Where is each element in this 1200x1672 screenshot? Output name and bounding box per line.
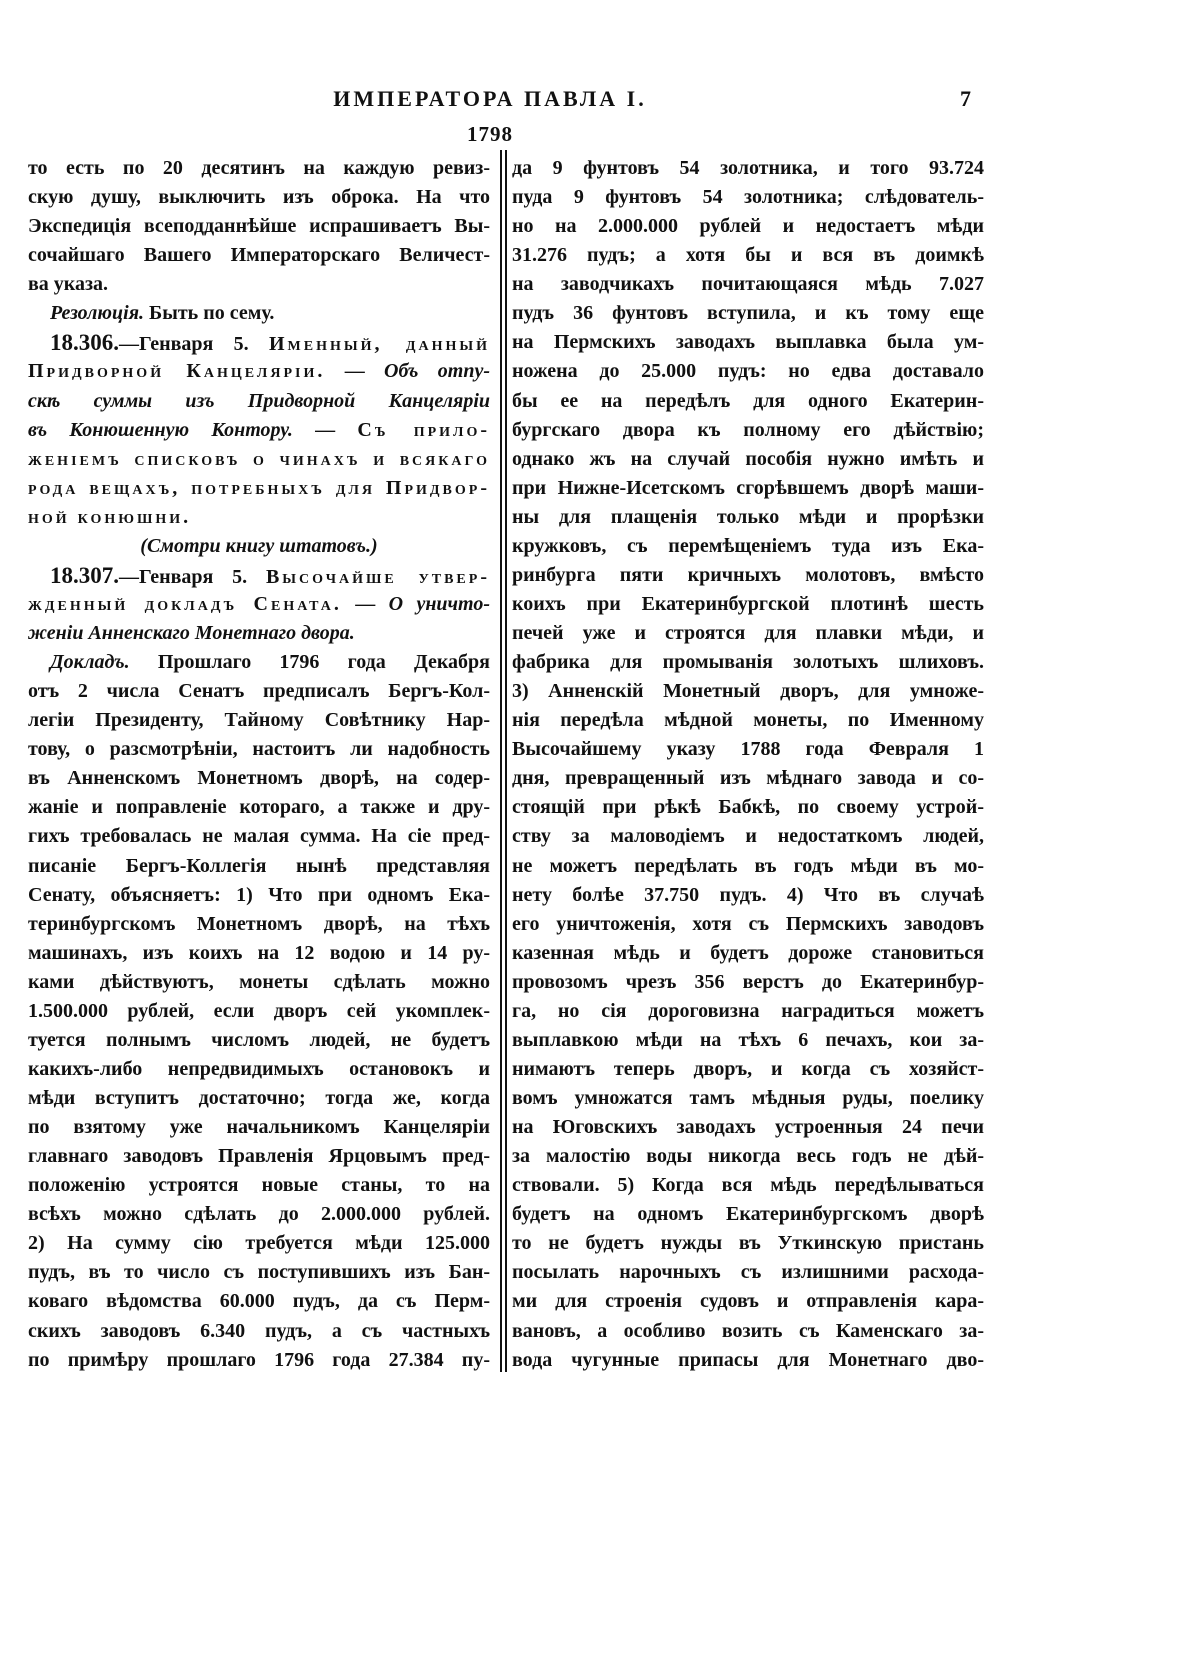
text-segment: будетъ на одномъ Екатеринбургскомъ дворѣ <box>512 1203 984 1226</box>
text-segment: по взятому уже начальникомъ Канцеляріи <box>28 1116 490 1139</box>
text-line <box>512 735 984 764</box>
text-segment: фабрика для промыванія золотыхъ шлиховъ. <box>512 651 984 674</box>
text-segment: ми для строенія судовъ и отправленія кара- <box>512 1290 984 1313</box>
text-segment: пудъ, въ то число съ поступившихъ изъ Бан- <box>28 1261 490 1284</box>
text-segment: его уничтоженія, хотя съ Пермскихъ заводовъ <box>512 912 984 935</box>
text-line <box>28 1258 490 1287</box>
text-line <box>512 1055 984 1084</box>
text-segment: 18.307. <box>50 562 119 588</box>
text-line <box>512 1317 984 1346</box>
text-line <box>512 183 984 212</box>
text-segment: стоящій при рѣкѣ Бабкѣ, по своему устрой- <box>512 796 984 819</box>
text-line <box>28 706 490 735</box>
text-line <box>512 1287 984 1316</box>
text-segment: жаніе и поправленіе котораго, а также и дру- <box>28 796 490 819</box>
text-line <box>512 1229 984 1258</box>
text-line <box>28 387 490 416</box>
text-line <box>512 677 984 706</box>
text-segment: ствовали. 5) Когда вся мѣдь передѣлываться <box>512 1174 984 1197</box>
text-line <box>28 1171 490 1200</box>
text-segment: за малостію воды никогда весь годъ не дѣй- <box>512 1145 984 1168</box>
text-line <box>28 532 490 561</box>
text-line <box>512 881 984 910</box>
text-line <box>28 503 490 532</box>
text-segment: да 9 фунтовъ 54 золотника, и того 93.724 <box>512 157 984 179</box>
text-line <box>28 881 490 910</box>
text-line <box>512 764 984 793</box>
text-segment: га, но сія дороговизна наградиться можетъ <box>512 999 984 1022</box>
text-segment: нія передѣла мѣдной монеты, по Именному <box>512 709 984 732</box>
text-segment: — <box>325 360 384 383</box>
text-segment: при Нижне-Исетскомъ сгорѣвшемъ дворѣ маши- <box>512 476 984 499</box>
text-segment: въ Анненскомъ Монетномъ дворѣ, на содер- <box>28 767 490 790</box>
text-line <box>512 619 984 648</box>
text-segment: въ Конюшенную Контору. <box>28 418 293 441</box>
text-segment: главнаго заводовъ Правленія Ярцовымъ пред- <box>28 1145 490 1168</box>
text-segment: вода чугунные припасы для Монетнаго дво- <box>512 1348 984 1371</box>
text-segment: тову, о разсмотрѣніи, настоитъ ли надобность <box>28 738 490 761</box>
text-segment: Именный, данный <box>268 333 490 356</box>
text-segment: — <box>341 592 389 615</box>
text-segment: Экспедиція всеподданнѣйше испрашиваетъ Вы- <box>28 215 490 238</box>
text-segment: Съ прило- <box>357 418 491 441</box>
text-line <box>512 532 984 561</box>
text-segment: ринбурга пяти кричныхъ молотовъ, вмѣсто <box>512 563 984 586</box>
text-segment: —Генваря 5. <box>119 333 269 356</box>
text-line <box>28 735 490 764</box>
text-line <box>512 270 984 299</box>
text-line <box>512 387 984 416</box>
text-segment: коваго вѣдомства 60.000 пудъ, да съ Перм- <box>28 1290 490 1313</box>
text-line <box>512 1142 984 1171</box>
text-line <box>28 968 490 997</box>
text-line <box>28 1287 490 1316</box>
text-line <box>28 590 490 619</box>
text-segment: легіи Президенту, Тайному Совѣтнику Нар- <box>28 709 490 732</box>
text-line <box>28 852 490 881</box>
text-line <box>28 212 490 241</box>
text-segment: 3) Анненскій Монетный дворъ, для умноже- <box>512 680 984 703</box>
text-line <box>512 1171 984 1200</box>
text-line <box>512 1084 984 1113</box>
text-line <box>28 299 490 328</box>
text-segment: Сенату, объясняетъ: 1) Что при одномъ Ека- <box>28 883 490 906</box>
text-line <box>512 1026 984 1055</box>
text-line <box>28 910 490 939</box>
text-line <box>28 357 490 386</box>
text-line <box>28 793 490 822</box>
right-text-column <box>512 154 984 1375</box>
text-segment: скую душу, выключить изъ оброка. На что <box>28 186 490 209</box>
text-line <box>512 939 984 968</box>
text-line <box>512 503 984 532</box>
text-segment: коихъ при Екатеринбургской плотинѣ шесть <box>512 592 984 615</box>
text-segment: (Смотри книгу штатовъ.) <box>140 534 378 557</box>
text-segment: нету болѣе 37.750 пудъ. 4) Что въ случаѣ <box>512 883 984 906</box>
text-segment: на заводчикахъ почитающаяся мѣдь 7.027 <box>512 273 984 296</box>
text-line <box>28 677 490 706</box>
text-segment: 31.276 пудъ; а хотя бы и вся въ доимкѣ <box>512 244 984 267</box>
text-line <box>28 1200 490 1229</box>
text-segment: пудъ 36 фунтовъ вступила, и къ тому еще <box>512 302 984 325</box>
text-segment: бургскаго двора къ полному его дѣйствію; <box>512 418 984 441</box>
text-line <box>512 1346 984 1375</box>
text-segment: дня, превращенный изъ мѣднаго завода и со- <box>512 767 984 790</box>
text-segment: провозомъ чрезъ 356 верстъ до Екатеринбур- <box>512 970 984 993</box>
text-line <box>512 357 984 386</box>
text-segment: пуда 9 фунтовъ 54 золотника; слѣдователь- <box>512 186 984 209</box>
text-line <box>28 648 490 677</box>
text-line <box>28 939 490 968</box>
text-segment: женіемъ списковъ о чинахъ и всякаго <box>28 447 490 470</box>
text-line <box>512 822 984 851</box>
text-segment: Придворной Канцеляріи. <box>28 360 326 383</box>
text-segment: туется полнымъ числомъ людей, не будетъ <box>28 1028 490 1051</box>
text-segment: посылать нарочныхъ съ излишними расхода- <box>512 1261 984 1284</box>
text-segment: ной конюшни. <box>28 505 192 528</box>
text-segment: О уничто- <box>388 592 491 615</box>
text-line <box>512 1200 984 1229</box>
text-line <box>28 416 490 445</box>
text-line <box>28 619 490 648</box>
page-number: 7 <box>960 86 971 111</box>
text-segment: печей уже и строятся для плавки мѣди, и <box>512 622 984 644</box>
text-segment: Объ отпу- <box>384 360 490 383</box>
text-line <box>512 299 984 328</box>
text-segment: кружковъ, съ перемѣщеніемъ туда изъ Ека- <box>512 534 984 557</box>
text-segment: выплавкою мѣди на тѣхъ 6 печахъ, кои за- <box>512 1028 984 1051</box>
text-segment: скѣ суммы изъ Придворной Канцеляріи <box>28 389 490 412</box>
text-segment: машинахъ, изъ коихъ на 12 водою и 14 ру- <box>28 941 490 964</box>
text-line <box>512 910 984 939</box>
text-segment: отъ 2 числа Сенатъ предписалъ Бергъ-Кол- <box>28 680 490 703</box>
text-line <box>512 590 984 619</box>
text-segment: —Генваря 5. <box>119 565 266 588</box>
text-line <box>512 241 984 270</box>
text-segment: ству за маловодіемъ и недостаткомъ людей, <box>512 825 984 848</box>
text-line <box>28 154 490 183</box>
text-segment: скихъ заводовъ 6.340 пудъ, а съ частныхъ <box>28 1319 490 1342</box>
text-segment: нимаютъ теперь дворъ, и когда съ хозяйст- <box>512 1057 984 1080</box>
text-segment: всѣхъ можно сдѣлать до 2.000.000 рублей. <box>28 1203 490 1226</box>
text-line <box>28 1142 490 1171</box>
text-segment: бы ее на передѣлъ для одного Екатерин- <box>512 389 984 412</box>
text-segment: 18.306. <box>50 330 119 356</box>
text-line <box>512 648 984 677</box>
text-line <box>512 445 984 474</box>
text-segment: Высочайшему указу 1788 года Февраля 1 <box>512 738 984 761</box>
text-segment: по примѣру прошлаго 1796 года 27.384 пу- <box>28 1348 490 1371</box>
text-line <box>28 561 490 590</box>
text-line <box>512 154 984 183</box>
text-segment: сочайшаго Вашего Императорскаго Величест- <box>28 244 490 267</box>
text-segment: ками дѣйствуютъ, монеты сдѣлать можно <box>28 970 490 993</box>
text-line <box>512 328 984 357</box>
text-segment: вановъ, а особливо возить съ Каменскаго за- <box>512 1319 984 1342</box>
text-segment: Высочайше утвер- <box>265 565 490 588</box>
year-heading: 1798 <box>467 122 513 146</box>
text-line <box>28 997 490 1026</box>
text-segment: ны для плащенія только мѣди и прорѣзки <box>512 505 984 528</box>
text-segment: Прошлаго 1796 года Декабря <box>129 651 490 674</box>
text-line <box>28 1317 490 1346</box>
text-line <box>28 1055 490 1084</box>
text-segment: положенію устроятся новые станы, то на <box>28 1174 490 1197</box>
column-divider-rule <box>500 150 502 1372</box>
text-line <box>512 1113 984 1142</box>
text-segment: Резолюція. <box>50 302 144 325</box>
text-line <box>512 474 984 503</box>
text-segment: писаніе Бергъ-Коллегія нынѣ представляя <box>28 854 490 877</box>
left-text-column <box>28 154 490 1375</box>
text-line <box>512 706 984 735</box>
text-segment: ва указа. <box>28 273 109 296</box>
text-segment: то есть по 20 десятинъ на каждую ревиз- <box>28 157 490 179</box>
text-line <box>28 1229 490 1258</box>
text-segment: гихъ требовалась не малая сумма. На сіе пред- <box>28 825 490 848</box>
text-line <box>512 561 984 590</box>
text-line <box>512 416 984 445</box>
text-segment: на Юговскихъ заводахъ устроенныя 24 печи <box>512 1116 984 1139</box>
text-segment: 2) На сумму сію требуется мѣди 125.000 <box>28 1232 490 1255</box>
text-line <box>512 1258 984 1287</box>
running-header-title: ИМПЕРАТОРА ПАВЛА I. <box>333 86 647 111</box>
text-segment: женіи Анненскаго Монетнаго двора. <box>28 622 355 644</box>
text-segment: жденный докладъ Сената. <box>28 592 342 615</box>
text-segment: рода вещахъ, потребныхъ для Придвор- <box>28 476 490 499</box>
text-line <box>28 1346 490 1375</box>
text-line <box>512 997 984 1026</box>
text-line <box>28 1026 490 1055</box>
text-line <box>28 1084 490 1113</box>
text-line <box>28 270 490 299</box>
text-line <box>28 445 490 474</box>
text-segment: Докладъ. <box>50 651 130 674</box>
text-line <box>512 212 984 241</box>
text-line <box>28 241 490 270</box>
text-line <box>28 764 490 793</box>
text-segment: на Пермскихъ заводахъ выплавка была ум- <box>512 331 984 354</box>
column-divider-rule <box>505 150 507 1372</box>
text-line <box>512 968 984 997</box>
text-segment: — <box>292 418 358 441</box>
text-segment: 1.500.000 рублей, если дворъ сей укомплек- <box>28 999 490 1022</box>
text-segment: то не будетъ нужды въ Уткинскую пристань <box>512 1232 984 1255</box>
text-line <box>28 822 490 851</box>
text-line <box>28 328 490 357</box>
text-segment: но на 2.000.000 рублей и недостаетъ мѣди <box>512 215 984 238</box>
text-segment: ножена до 25.000 пудъ: но едва доставало <box>512 360 984 383</box>
text-segment: вомъ умножатся тамъ мѣдныя руды, поелику <box>512 1087 984 1109</box>
text-segment: не можетъ передѣлать въ годъ мѣди въ мо- <box>512 854 984 877</box>
text-segment: теринбургскомъ Монетномъ дворѣ, на тѣхъ <box>28 912 490 935</box>
text-segment: какихъ-либо непредвидимыхъ остановокъ и <box>28 1057 490 1080</box>
text-line <box>512 793 984 822</box>
text-line <box>28 1113 490 1142</box>
text-segment: мѣди вступитъ достаточно; тогда же, когда <box>28 1087 490 1109</box>
text-line <box>512 852 984 881</box>
text-line <box>28 183 490 212</box>
text-segment: Быть по сему. <box>144 302 275 325</box>
text-line <box>28 474 490 503</box>
text-segment: казенная мѣдь и будетъ дороже становиться <box>512 941 984 964</box>
text-segment: однако жъ на случай пособія нужно имѣть и <box>512 447 984 470</box>
